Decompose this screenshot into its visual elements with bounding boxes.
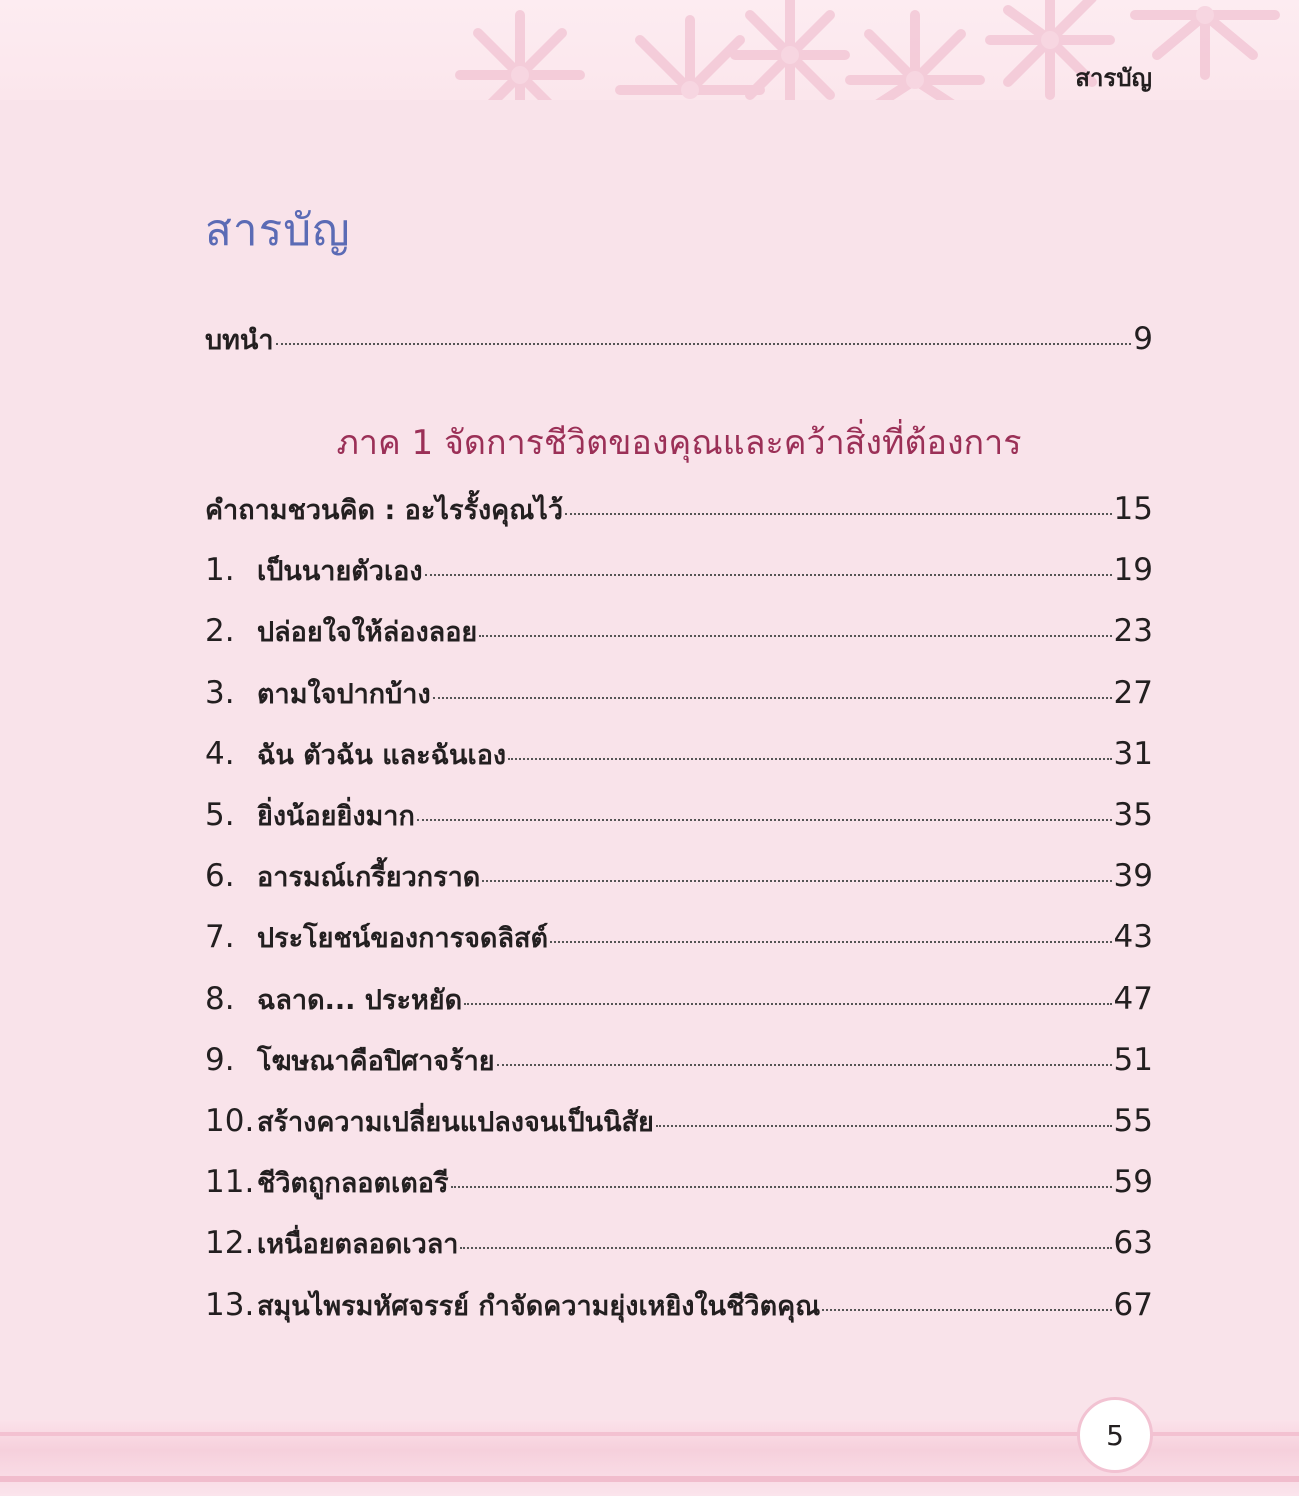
dot-leader <box>550 941 1112 943</box>
toc-entry-page: 63 <box>1113 1225 1153 1261</box>
toc-entry-number: 8. <box>205 981 235 1017</box>
toc-entry-page: 35 <box>1113 797 1153 833</box>
toc-entry-title: ฉัน ตัวฉัน และฉันเอง <box>257 740 507 771</box>
dot-leader <box>417 819 1112 821</box>
toc-entry-number: 1. <box>205 552 235 588</box>
toc-entry-title: คำถามชวนคิด : อะไรรั้งคุณไว้ <box>205 495 564 526</box>
toc-entry-title: ยิ่งน้อยยิ่งมาก <box>257 801 415 832</box>
toc-entry-title: สมุนไพรมหัศจรรย์ กำจัดความยุ่งเหยิงในชีวิตคุณ <box>257 1291 821 1322</box>
toc-entry-title: ประโยชน์ของการจดลิสต์ <box>257 923 549 954</box>
toc-entry-title: ปล่อยใจให้ล่องลอย <box>257 617 478 648</box>
toc-entry-title: สร้างความเปลี่ยนแปลงจนเป็นนิสัย <box>257 1107 654 1138</box>
toc-entry-title: เป็นนายตัวเอง <box>257 556 423 587</box>
dot-leader <box>433 697 1112 699</box>
dot-leader <box>464 1003 1111 1005</box>
dot-leader <box>656 1125 1112 1127</box>
toc-entry[interactable] <box>205 794 1153 838</box>
toc-entry-title: บทนำ <box>205 325 274 356</box>
dot-leader <box>425 574 1112 576</box>
toc-entry-page: 59 <box>1113 1164 1153 1200</box>
page-title: สารบัญ <box>205 205 351 256</box>
toc-entry-page: 23 <box>1113 613 1153 649</box>
toc-entry[interactable] <box>205 1161 1153 1205</box>
dot-leader <box>479 635 1111 637</box>
dot-leader <box>451 1186 1112 1188</box>
toc-entry-number: 3. <box>205 675 235 711</box>
toc-entry[interactable] <box>205 916 1153 960</box>
toc-entry[interactable] <box>205 978 1153 1022</box>
toc-entry-page: 31 <box>1113 736 1153 772</box>
toc-entry-title: โฆษณาคือปิศาจร้าย <box>257 1046 495 1077</box>
dot-leader <box>460 1247 1111 1249</box>
header-band <box>0 0 1299 100</box>
toc-entry-page: 19 <box>1113 552 1153 588</box>
toc-entry-title: ชีวิตถูกลอตเตอรี <box>257 1168 449 1199</box>
toc-entry-number: 5. <box>205 797 235 833</box>
toc-entry-page: 67 <box>1113 1287 1153 1323</box>
toc-entry[interactable] <box>205 549 1153 593</box>
toc-entry[interactable] <box>205 610 1153 654</box>
toc-entry-page: 51 <box>1113 1042 1153 1078</box>
running-head: สารบัญ <box>1075 64 1152 92</box>
toc-entry[interactable] <box>205 733 1153 777</box>
dot-leader <box>822 1309 1111 1311</box>
toc-entry[interactable] <box>205 488 1153 532</box>
toc-entry[interactable] <box>205 1222 1153 1266</box>
toc-entry[interactable] <box>205 1284 1153 1328</box>
part-heading: ภาค 1 จัดการชีวิตของคุณและคว้าสิ่งที่ต้องการ <box>336 423 1022 463</box>
toc-entry[interactable] <box>205 855 1153 899</box>
footer-stripe <box>0 1476 1299 1482</box>
dot-leader <box>508 758 1111 760</box>
dot-leader <box>482 880 1111 882</box>
toc-entry-number: 6. <box>205 858 235 894</box>
toc-entry-title: ตามใจปากบ้าง <box>257 679 431 710</box>
toc-entry[interactable] <box>205 1039 1153 1083</box>
toc-entry[interactable] <box>205 1100 1153 1144</box>
dot-leader <box>565 513 1112 515</box>
toc-entry-intro[interactable] <box>205 318 1153 362</box>
toc-entry-number: 7. <box>205 919 235 955</box>
toc-entry-page: 39 <box>1113 858 1153 894</box>
dot-leader <box>276 343 1132 345</box>
toc-entry-page: 55 <box>1113 1103 1153 1139</box>
toc-entry-number: 11. <box>205 1164 255 1200</box>
page-number-badge: 5 <box>1077 1397 1153 1473</box>
toc-entry[interactable] <box>205 672 1153 716</box>
toc-entry-page: 9 <box>1133 321 1153 357</box>
toc-entry-number: 10. <box>205 1103 255 1139</box>
toc-entry-number: 13. <box>205 1287 255 1323</box>
toc-entry-title: ฉลาด... ประหยัด <box>257 985 463 1016</box>
toc-entry-page: 15 <box>1113 491 1153 527</box>
toc-entry-page: 27 <box>1113 675 1153 711</box>
toc-entry-title: อารมณ์เกรี้ยวกราด <box>257 862 481 893</box>
toc-entry-page: 43 <box>1113 919 1153 955</box>
toc-entry-number: 2. <box>205 613 235 649</box>
toc-entry-number: 12. <box>205 1225 255 1261</box>
toc-entry-number: 4. <box>205 736 235 772</box>
dot-leader <box>497 1064 1112 1066</box>
toc-entry-title: เหนื่อยตลอดเวลา <box>257 1229 459 1260</box>
toc-entry-page: 47 <box>1113 981 1153 1017</box>
toc-entry-number: 9. <box>205 1042 235 1078</box>
